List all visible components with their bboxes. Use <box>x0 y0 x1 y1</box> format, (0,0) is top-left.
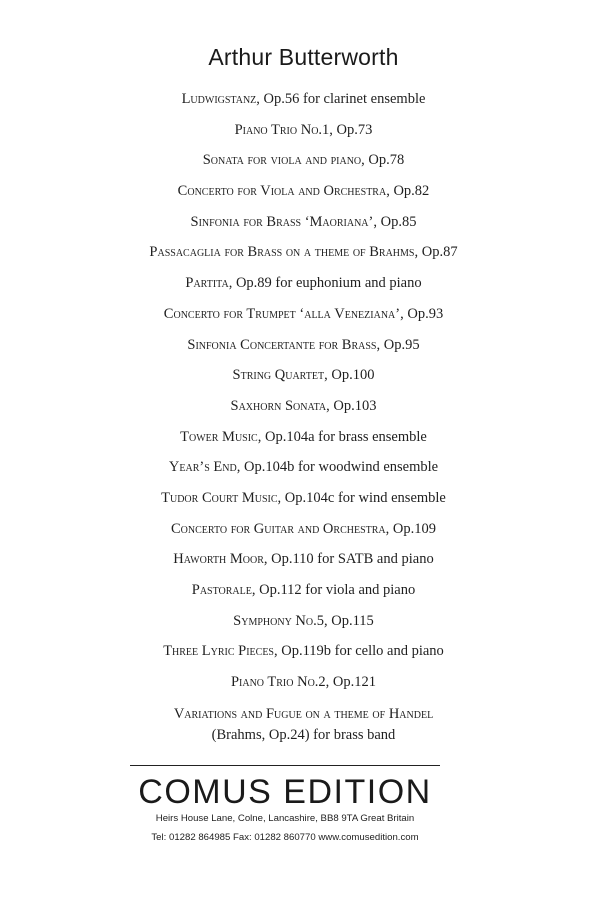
work-title: Tudor Court Music <box>161 489 278 506</box>
work-item <box>0 150 607 181</box>
work-title: Variations and Fugue on a theme of Handel <box>173 705 434 722</box>
work-item <box>0 89 607 120</box>
work-item <box>0 427 607 458</box>
work-details: , Op.110 for SATB and piano <box>263 551 434 568</box>
work-title: Passacaglia for Brass on a theme of Brahms <box>149 244 415 261</box>
work-details: , Op.104b for woodwind ensemble <box>236 459 439 476</box>
work-details: , Op.85 <box>373 213 417 230</box>
work-item <box>0 580 607 611</box>
work-item <box>0 672 607 703</box>
work-title: String Quartet <box>232 367 325 384</box>
work-details: , Op.100 <box>324 367 375 384</box>
work-title: Concerto for Viola and Orchestra <box>177 183 387 200</box>
work-item <box>0 611 607 642</box>
work-details: , Op.93 <box>400 305 444 322</box>
work-item <box>0 641 607 672</box>
work-title: Pastorale <box>191 582 252 598</box>
work-details: , Op.82 <box>386 183 430 200</box>
work-item <box>0 457 607 488</box>
publisher-name: COMUS EDITION <box>138 773 432 811</box>
work-details: , Op.115 <box>324 612 374 629</box>
work-item <box>0 704 607 746</box>
work-item <box>0 242 607 273</box>
work-item <box>0 335 607 366</box>
work-title: Haworth Moor <box>173 551 264 568</box>
publisher-contact: Tel: 01282 864985 Fax: 01282 860770 www.comusedition.com <box>151 832 419 843</box>
work-title: Ludwigstanz <box>181 91 257 107</box>
work-item <box>0 304 607 335</box>
work-details: , Op.78 <box>361 152 405 169</box>
composer-name: Arthur Butterworth <box>208 44 399 70</box>
work-title: Tower Music <box>180 428 258 445</box>
work-title: Piano Trio No.1 <box>234 121 330 138</box>
work-item <box>0 120 607 151</box>
work-item <box>0 273 607 304</box>
work-title: Three Lyric Pieces <box>163 643 274 660</box>
work-details: , Op.89 for euphonium and piano <box>228 275 422 292</box>
work-item <box>0 488 607 519</box>
work-details: , Op.109 <box>385 520 436 537</box>
work-title: Sinfonia for Brass ‘Maoriana’ <box>190 213 374 230</box>
work-details: , Op.103 <box>326 397 377 414</box>
work-details: (Brahms, Op.24) for brass band <box>211 726 396 743</box>
work-details: , Op.56 for clarinet ensemble <box>256 91 426 107</box>
work-details: , Op.104a for brass ensemble <box>257 428 427 445</box>
divider-rule <box>130 765 440 766</box>
work-item <box>0 519 607 550</box>
work-title: Sinfonia Concertante for Brass <box>187 336 377 353</box>
works-list <box>0 89 607 746</box>
work-details: , Op.104c for wind ensemble <box>277 489 446 506</box>
work-item <box>0 365 607 396</box>
work-title: Concerto for Trumpet ‘alla Veneziana’ <box>163 305 401 322</box>
work-details: , Op.119b for cello and piano <box>274 643 444 660</box>
work-title: Year’s End <box>168 459 237 476</box>
work-item <box>0 212 607 243</box>
work-title: Piano Trio No.2 <box>230 674 326 691</box>
work-details: , Op.95 <box>376 336 420 353</box>
work-title: Saxhorn Sonata <box>230 397 327 414</box>
work-title: Partita <box>185 275 229 292</box>
work-details: , Op.87 <box>414 244 458 261</box>
work-item <box>0 396 607 427</box>
work-item <box>0 181 607 212</box>
work-title: Sonata for viola and piano <box>202 152 362 169</box>
work-details: , Op.112 for viola and piano <box>251 582 416 598</box>
publisher-address: Heirs House Lane, Colne, Lancashire, BB8 9TA Great Britain <box>155 813 415 824</box>
work-details: , Op.121 <box>325 674 377 691</box>
work-item <box>0 549 607 580</box>
work-title: Symphony No.5 <box>233 612 324 629</box>
work-title: Concerto for Guitar and Orchestra <box>170 520 386 537</box>
work-details: , Op.73 <box>329 121 373 138</box>
